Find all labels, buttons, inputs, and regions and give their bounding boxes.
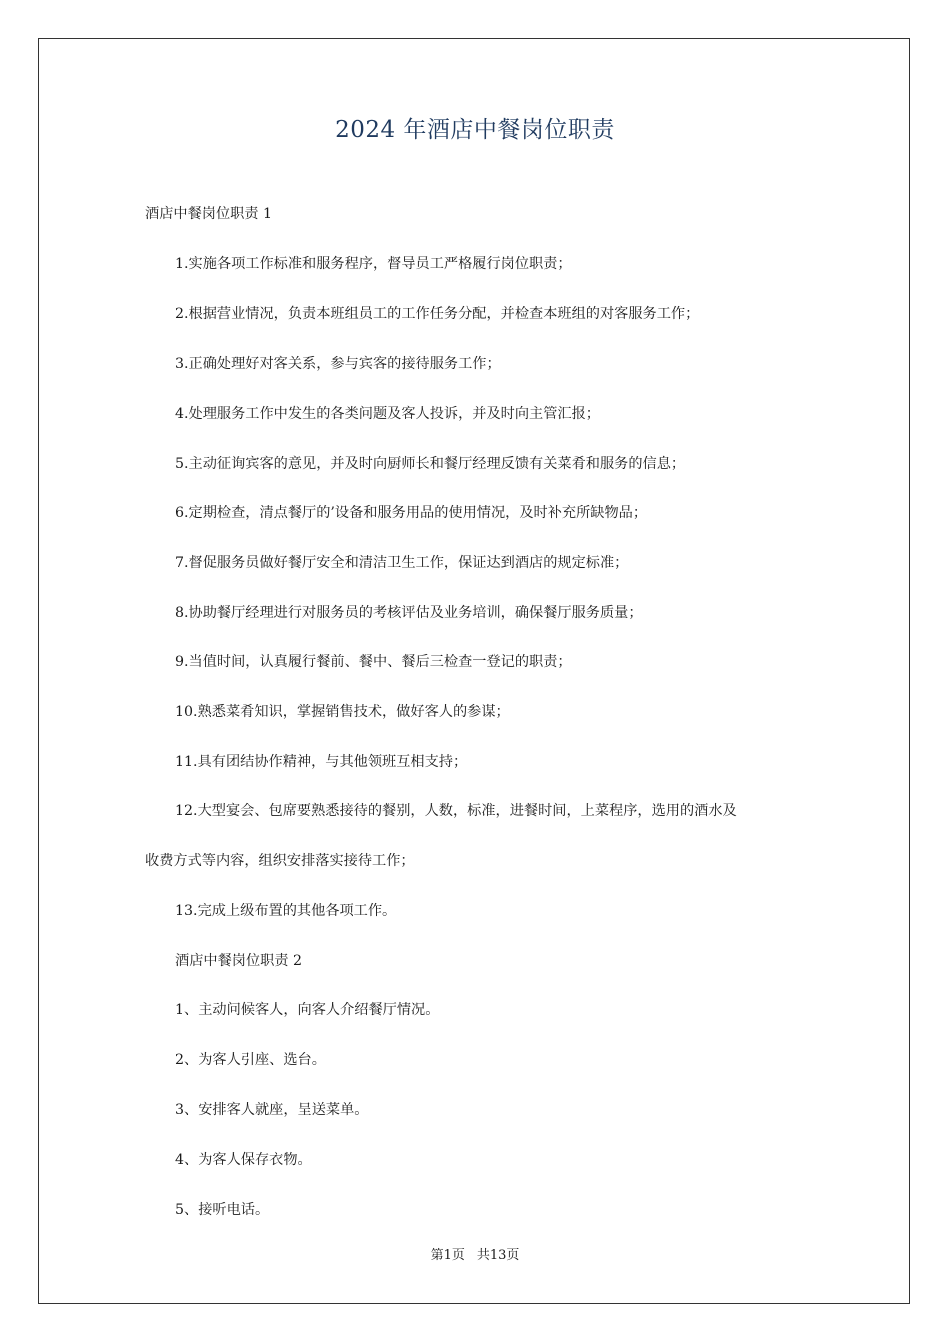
paragraph-item-7: 7.督促服务员做好餐厅安全和清洁卫生工作，保证达到酒店的规定标准； xyxy=(175,555,629,571)
paragraph-item-13: 13.完成上级布置的其他各项工作。 xyxy=(175,903,397,919)
document-title: 2024 年酒店中餐岗位职责 xyxy=(335,117,615,143)
paragraph-item-4: 4.处理服务工作中发生的各类问题及客人投诉，并及时向主管汇报； xyxy=(175,406,600,422)
list-item: 4、为客人保存衣物。 xyxy=(175,1152,312,1168)
section-heading-2: 酒店中餐岗位职责 2 xyxy=(175,953,303,969)
list-item: 3、安排客人就座，呈送菜单。 xyxy=(175,1102,369,1118)
paragraph-item-12-continuation: 收费方式等内容，组织安排落实接待工作； xyxy=(145,853,415,869)
section-heading-1: 酒店中餐岗位职责 1 xyxy=(145,206,273,222)
paragraph-item-5: 5.主动征询宾客的意见，并及时向厨师长和餐厅经理反馈有关菜肴和服务的信息； xyxy=(175,456,686,472)
page-footer xyxy=(0,1247,950,1265)
paragraph-item-11: 11.具有团结协作精神，与其他领班互相支持； xyxy=(175,754,468,770)
paragraph-item-3: 3.正确处理好对客关系，参与宾客的接待服务工作； xyxy=(175,356,501,372)
paragraph-item-10: 10.熟悉菜肴知识，掌握销售技术，做好客人的参谋； xyxy=(175,704,510,720)
paragraph-item-6: 6.定期检查，清点餐厅的’设备和服务用品的使用情况，及时补充所缺物品； xyxy=(175,505,648,521)
paragraph-item-9: 9.当值时间，认真履行餐前、餐中、餐后三检查一登记的职责； xyxy=(175,654,572,670)
page-total: 共13页 xyxy=(476,1248,520,1263)
list-item: 1、主动问候客人，向客人介绍餐厅情况。 xyxy=(175,1002,440,1018)
list-item: 2、为客人引座、选台。 xyxy=(175,1052,326,1068)
paragraph-item-2: 2.根据营业情况，负责本班组员工的工作任务分配，并检查本班组的对客服务工作； xyxy=(175,306,700,322)
paragraph-item-8: 8.协助餐厅经理进行对服务员的考核评估及业务培训，确保餐厅服务质量； xyxy=(175,605,643,621)
paragraph-item-1: 1.实施各项工作标准和服务程序，督导员工严格履行岗位职责； xyxy=(175,256,572,272)
page-number: 第1页 xyxy=(430,1248,465,1263)
list-item: 5、接听电话。 xyxy=(175,1202,270,1218)
paragraph-item-12: 12.大型宴会、包席要熟悉接待的餐别，人数，标准，进餐时间，上菜程序，选用的酒水及 xyxy=(175,803,737,819)
